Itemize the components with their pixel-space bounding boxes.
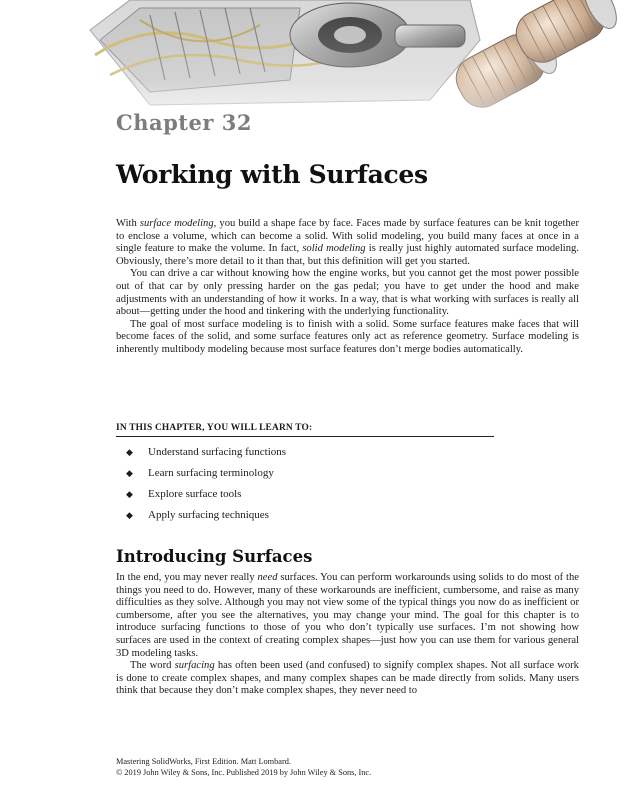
diamond-bullet-icon: ◆: [126, 468, 133, 478]
diamond-bullet-icon: ◆: [126, 489, 133, 499]
chapter-number: Chapter 32: [116, 110, 252, 135]
chapter-title: Working with Surfaces: [116, 160, 428, 189]
paragraph: The word surfacing has often been used (and confused) to signify complex shapes. Not all surface work is done to create complex shapes, and many complex shapes can be made directly from solids. Many users think that because they don’t make complex shapes, they never need to: [116, 660, 579, 697]
paragraph: The goal of most surface modeling is to finish with a solid. Some surface features make faces that will become faces of the solid, and some surface features only act as reference geometry. Surface modeling is inherently multibody modeling because most surface features don’t merge bodies automatically.: [116, 318, 579, 355]
engine-illustration: [0, 0, 636, 145]
list-item: [126, 508, 286, 529]
footer-copyright: © 2019 John Wiley & Sons, Inc. Published 2019 by John Wiley & Sons, Inc.: [116, 768, 372, 777]
list-item-text: Understand surfacing functions: [148, 446, 287, 458]
list-item: [126, 487, 286, 508]
paragraph: You can drive a car without knowing how the engine works, but you cannot get the most power possible out of that car by only pressing harder on the gas pedal; you have to get under the hood and make adjustments with an understanding of how it works. In a way, that is what working with surfaces is really all about—getting under the hood and tinkering with the underlying functionality.: [116, 268, 579, 318]
diamond-bullet-icon: ◆: [126, 510, 133, 520]
learn-heading: IN THIS CHAPTER, YOU WILL LEARN TO:: [116, 423, 494, 437]
list-item: [126, 466, 286, 487]
diamond-bullet-icon: ◆: [126, 447, 133, 457]
list-item-text: Explore surface tools: [148, 488, 242, 500]
learn-list: [126, 445, 286, 529]
intro-text: [116, 218, 579, 357]
copyright-footer: [116, 756, 371, 778]
paragraph: With surface modeling, you build a shape face by face. Faces made by surface features can be knit together to enclose a volume, which can become a solid. With solid modeling, you build many faces at once in a single feature to make the volume. In fact, solid modeling is really just highly automated surface modeling. Obviously, there’s more detail to it than that, but this definition will get you started.: [116, 218, 579, 267]
list-item-text: Apply surfacing techniques: [148, 509, 269, 521]
section-text: [116, 572, 579, 698]
footer-citation: Mastering SolidWorks, First Edition. Matt Lombard.: [116, 757, 291, 766]
paragraph: In the end, you may never really need surfaces. You can perform workarounds using solids to do most of the things you need to do. However, many of these workarounds are inefficient, cumbersome, and raise as many difficulties as they solve. Although you may not view some of the typical things you now do as inefficient or cumbersome, after you see the alternatives, you may change your mind. The goal for this chapter is to introduce surfacing functions to those of you who don’t typically use surfaces. I’m not showing how surfaces are used in the context of creating complex shapes—just how you can use them for various general 3D modeling tasks.: [116, 572, 579, 659]
chapter-header-image: [0, 0, 636, 145]
section-heading: Introducing Surfaces: [116, 547, 313, 566]
list-item: [126, 445, 286, 466]
list-item-text: Learn surfacing terminology: [148, 467, 274, 479]
